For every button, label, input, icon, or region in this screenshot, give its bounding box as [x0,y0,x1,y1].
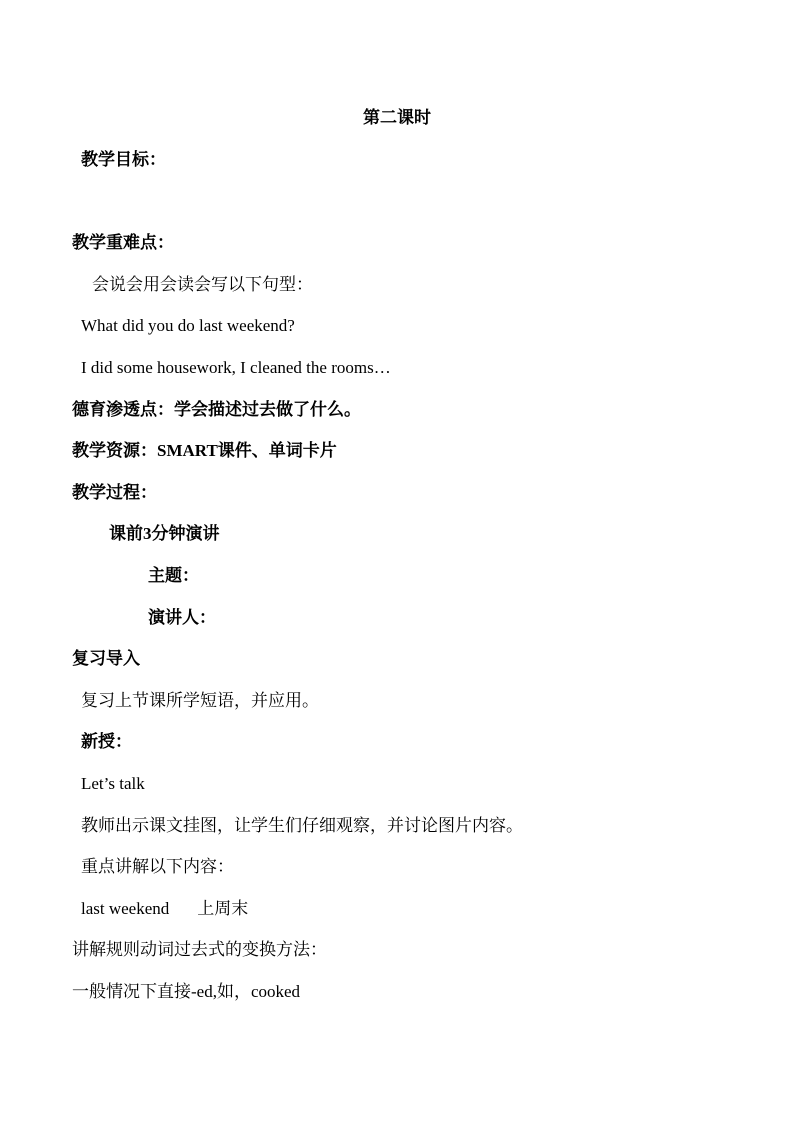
speaker-label: 演讲人： [148,608,216,627]
phrase-english: last weekend [81,899,170,918]
phrase-chinese: 上周末 [197,899,249,918]
phrase-row [81,899,248,919]
pre-class-speech: 课前3分钟演讲 [109,524,220,543]
rule-heading: 讲解规则动词过去式的变换方法： [72,940,327,959]
process-heading: 教学过程： [72,483,157,502]
lets-talk: Let’s talk [81,774,145,793]
moral-education: 德育渗透点：学会描述过去做了什么。 [72,400,361,419]
page-title: 第二课时 [363,108,431,127]
new-lesson-heading: 新授： [81,732,132,751]
speech-topic: 主题： [148,566,199,585]
review-text: 复习上节课所学短语，并应用。 [81,691,319,710]
sentence-1: What did you do last weekend? [81,316,295,335]
objectives-heading: 教学目标： [81,150,166,169]
key-points-text: 会说会用会读会写以下句型： [92,275,313,294]
explain-heading: 重点讲解以下内容： [81,857,234,876]
review-heading: 复习导入 [72,649,140,668]
sentence-2: I did some housework, I cleaned the rooms… [81,358,391,377]
key-points-heading: 教学重难点： [72,233,174,252]
teaching-resources: 教学资源：SMART课件、单词卡片 [72,441,337,460]
teacher-action: 教师出示课文挂图，让学生们仔细观察，并讨论图片内容。 [81,816,523,835]
rule-1: 一般情况下直接-ed,如，cooked [72,982,301,1001]
